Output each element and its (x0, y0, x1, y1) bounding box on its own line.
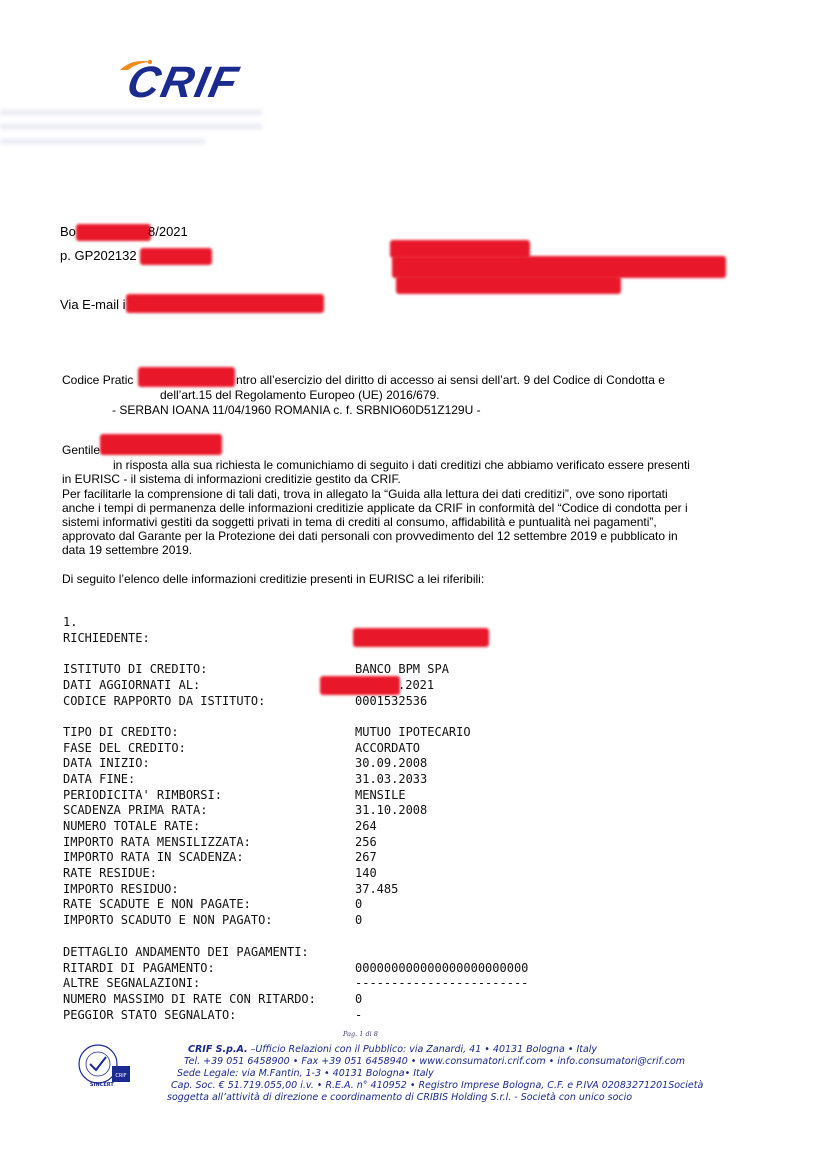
record-value: BANCO BPM SPA (355, 662, 449, 676)
record-value: 0 (355, 913, 363, 927)
redaction (392, 256, 726, 278)
subject-line-1: ntro all’esercizio del diritto di accesso ai sensi dell’art. 9 del Codice di Condotta e (236, 373, 665, 387)
redaction (320, 676, 400, 695)
record-value: MENSILE (355, 788, 406, 802)
record-label: IMPORTO RESIDUO: (63, 882, 179, 896)
email-line: Via E-mail i (60, 297, 126, 312)
greeting: Gentile (62, 443, 101, 457)
crif-logo-text: CRIF (122, 58, 244, 107)
record-label: RATE SCADUTE E NON PAGATE: (63, 897, 251, 911)
paragraph-2-line-1: Per facilitarle la comprensione di tali dati, trova in allegato la “Guida alla lettura dei dati creditizi”, ove sono riportati (62, 487, 668, 501)
record-value: 0001532536 (355, 694, 428, 708)
record-label: PEGGIOR STATO SEGNALATO: (63, 1008, 237, 1022)
record-value: 31.03.2033 (355, 772, 428, 786)
record-value: MUTUO IPOTECARIO (355, 725, 471, 739)
footer-company: CRIF S.p.A. (188, 1044, 248, 1055)
record-value: 30.09.2008 (355, 756, 428, 770)
record-value: .2021 (398, 678, 435, 692)
redaction (100, 434, 222, 455)
certification-seal (76, 1040, 132, 1092)
record-value: 37.485 (355, 882, 399, 896)
record-label: DATI AGGIORNATI AL: (63, 678, 201, 692)
date-prefix: Bo (60, 224, 76, 239)
record-label: RATE RESIDUE: (63, 866, 157, 880)
redaction (76, 224, 151, 241)
paragraph-2-line-3: sistemi informativi gestiti da soggetti privati in tema di crediti al consumo, affidabilità e puntualità nei pagamenti”, (62, 515, 657, 529)
date-suffix: 8/2021 (148, 224, 188, 239)
record-label: ISTITUTO DI CREDITO: (63, 662, 208, 676)
record-label: NUMERO TOTALE RATE: (63, 819, 201, 833)
footer-line-1 (188, 1044, 597, 1055)
subject-line-2: dell’art.15 del Regolamento Europeo (UE) 2016/679. (160, 388, 440, 402)
paragraph-2-line-2: anche i tempi di permanenza delle informazioni creditizie applicate da CRIF in conformità del “Codice di condotta per i (62, 501, 688, 515)
record-value: 000000000000000000000000 (355, 961, 529, 975)
footer-line-3: Sede Legale: via M.Fantin, 1-3 • 40131 Bologna• Italy (177, 1068, 434, 1079)
redaction (396, 276, 621, 294)
footer-line-2: Tel. +39 051 6458900 • Fax +39 051 6458940 • www.consumatori.crif.com • info.consumatori@crif.com (184, 1056, 686, 1067)
record-label: DATA FINE: (63, 772, 136, 786)
record-label: IMPORTO SCADUTO E NON PAGATO: (63, 913, 273, 927)
record-label: IMPORTO RATA IN SCADENZA: (63, 850, 244, 864)
decor-line (0, 124, 262, 129)
paragraph-1-line-1: in risposta alla sua richiesta le comunichiamo di seguito i dati creditizi che abbiamo verificato essere presenti (113, 458, 690, 472)
paragraph-2-line-4: approvato dal Garante per la Protezione dei dati personali con provvedimento del 12 settembre 2019 e pubblicato in (62, 529, 678, 543)
footer-line-5: soggetta all’attività di direzione e coordinamento di CRIBIS Holding S.r.l. - Società con unico socio (167, 1092, 633, 1103)
paragraph-3: Di seguito l’elenco delle informazioni creditizie presenti in EURISC a lei riferibili: (62, 572, 485, 586)
record-label: NUMERO MASSIMO DI RATE CON RITARDO: (63, 992, 316, 1006)
record-label: CODICE RAPPORTO DA ISTITUTO: (63, 694, 266, 708)
redaction (140, 248, 212, 265)
footer-line-4: Cap. Soc. € 51.719.055,00 i.v. • R.E.A. n° 410952 • Registro Imprese Bologna, C.F. e P.IVA 02083271201Società (171, 1080, 704, 1091)
record-value: 140 (355, 866, 377, 880)
record-value: 256 (355, 835, 377, 849)
page-number: Pag. 1 di 8 (343, 1030, 378, 1038)
record-number: 1. (63, 615, 78, 629)
decor-line (0, 110, 262, 115)
record-label: DETTAGLIO ANDAMENTO DEI PAGAMENTI: (63, 945, 309, 959)
record-label: ALTRE SEGNALAZIONI: (63, 976, 201, 990)
decor-line (0, 139, 205, 144)
record-label: FASE DEL CREDITO: (63, 741, 186, 755)
record-label: PERIODICITA' RIMBORSI: (63, 788, 222, 802)
record-label: RITARDI DI PAGAMENTO: (63, 961, 215, 975)
record-value: 267 (355, 850, 377, 864)
record-value: 31.10.2008 (355, 803, 428, 817)
subject-prefix: Codice Pratic (62, 373, 134, 387)
record-value: ACCORDATO (355, 741, 421, 755)
paragraph-1-line-2: in EURISC - il sistema di informazioni creditizie gestito da CRIF. (62, 472, 401, 486)
cert-label: SINCERT (90, 1082, 114, 1088)
footer-address: –Ufficio Relazioni con il Pubblico: via Zanardi, 41 • 40131 Bologna • Italy (247, 1044, 598, 1055)
record-label: TIPO DI CREDITO: (63, 725, 179, 739)
protocol-number: p. GP202132 (60, 248, 137, 263)
svg-text:CRIF: CRIF (115, 1073, 127, 1079)
record-value: 264 (355, 819, 377, 833)
redaction (138, 367, 235, 387)
record-value: ------------------------ (355, 976, 529, 990)
subject-line-3: - SERBAN IOANA 11/04/1960 ROMANIA c. f. SRBNIO60D51Z129U - (112, 403, 481, 417)
record-label: RICHIEDENTE: (63, 631, 150, 645)
record-label: IMPORTO RATA MENSILIZZATA: (63, 835, 251, 849)
redaction (126, 294, 324, 313)
crif-logo (118, 56, 270, 108)
record-value: 0 (355, 897, 363, 911)
record-label: DATA INIZIO: (63, 756, 150, 770)
redaction (353, 628, 489, 647)
paragraph-2-line-5: data 19 settembre 2019. (62, 543, 193, 557)
record-value: - (355, 1008, 363, 1022)
record-value: 0 (355, 992, 363, 1006)
record-label: SCADENZA PRIMA RATA: (63, 803, 208, 817)
